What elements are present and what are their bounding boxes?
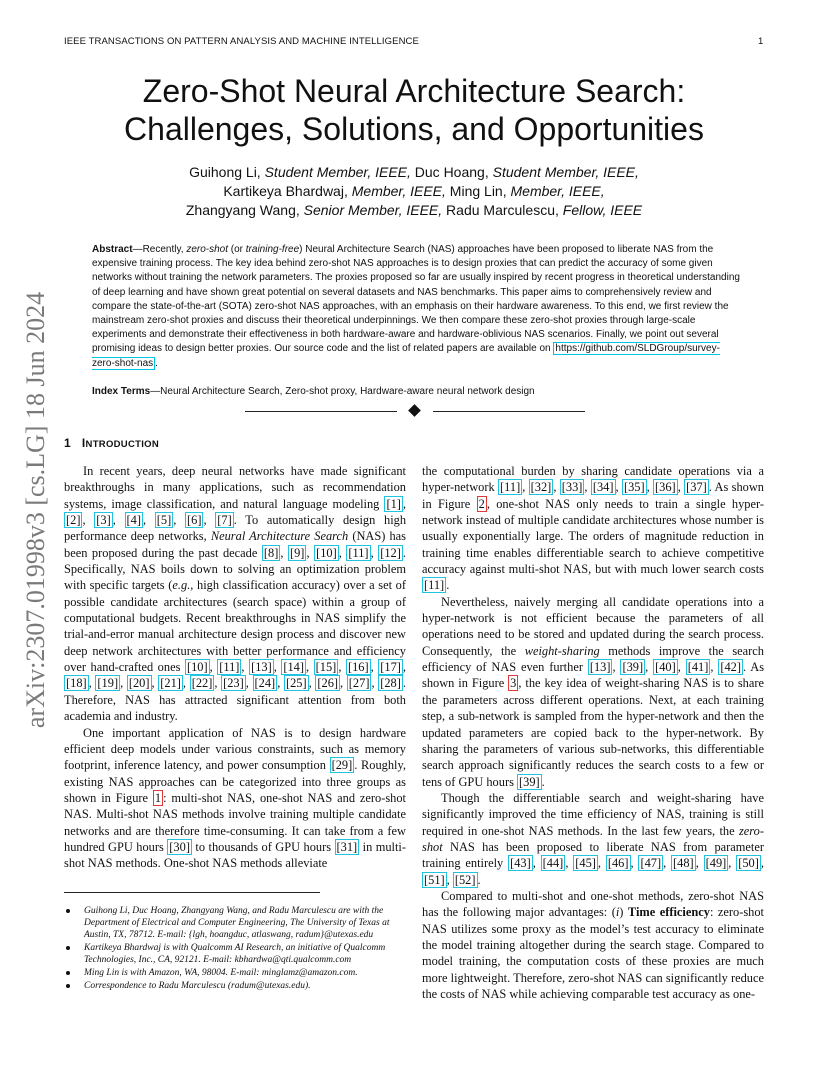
author-role: Student Member, IEEE, (492, 164, 639, 180)
author-name: Radu Marculescu, (442, 202, 563, 218)
citation-link[interactable]: [26] (317, 676, 339, 691)
author-name: Zhangyang Wang, (185, 202, 304, 218)
paragraph: Compared to multi-shot and one-shot methods, zero-shot NAS has the following major advantages: (i) Time efficiency: zero-shot NAS utilizes some proxy as the model’s test accuracy to eliminate the model training altogether during the search stage. Compared to model training, the computation costs of these proxies are much more lightweight. Therefore, zero-shot NAS can significantly reduce the costs of NAS while achieving comparable test accuracy as one- (422, 888, 764, 1001)
citation-link[interactable]: [30] (169, 839, 190, 854)
citation-link[interactable]: [20] (128, 676, 150, 691)
citation-link[interactable]: [11] (348, 545, 369, 560)
author-role: Member, IEEE, (351, 183, 446, 199)
citation-link[interactable]: [33] (561, 480, 583, 495)
citation-link[interactable]: [47] (640, 856, 662, 871)
citation-link[interactable]: [48] (673, 856, 694, 871)
citation-link[interactable]: [41] (687, 660, 709, 675)
bullet-icon (66, 971, 70, 975)
citation-link[interactable]: [11] (424, 578, 445, 593)
arxiv-id: arXiv:2307.01998v3 [cs.LG] 18 Jun 2024 (21, 291, 50, 729)
abstract-text: —Recently, (132, 244, 187, 255)
citation-link[interactable]: [42] (720, 660, 741, 675)
citation-link[interactable]: [31] (336, 839, 358, 854)
running-head: IEEE TRANSACTIONS ON PATTERN ANALYSIS AND MACHINE INTELLIGENCE (64, 36, 419, 47)
citation-link[interactable]: [11] (219, 660, 240, 675)
citation-link[interactable]: [29] (331, 758, 353, 773)
author-name: Kartikeya Bhardwaj, (223, 183, 352, 199)
left-column (64, 463, 406, 872)
citation-link[interactable]: [15] (315, 660, 337, 675)
citation-link[interactable]: [2] (66, 513, 81, 528)
citation-link[interactable]: [50] (738, 856, 759, 871)
citation-link[interactable]: [25] (285, 676, 307, 691)
abstract-text: . (155, 357, 158, 369)
bullet-icon (66, 946, 70, 950)
citation-link[interactable]: [4] (126, 513, 141, 528)
divider-rule (433, 411, 585, 412)
arxiv-stamp (22, 290, 50, 730)
citation-link[interactable]: [40] (655, 660, 676, 675)
footnote-text: Correspondence to Radu Marculescu (radum@utexas.edu). (84, 981, 311, 991)
citation-link[interactable]: [27] (348, 676, 370, 691)
citation-link[interactable]: [19] (97, 676, 119, 691)
paper-title (64, 72, 764, 148)
author-role: Senior Member, IEEE, (303, 202, 443, 218)
paragraph: Nevertheless, naively merging all candidate operations into a hyper-network is not efficient because the parameters of all operations need to be stored and updated during the search process. Consequently, the weight-sharing methods improve the search efficiency of NAS even further [13] , [39] , [40] , [41] , [42] . As shown in Figure 3 , the key idea of weight-sharing NAS is to share the parameters across different operations. Next, at each training step, a sub-network is sampled from the hyper-network and then the updated parameters are copied back to the hyper-network. By sharing the parameters of various sub-networks, this differentiable search approach significantly reduces the search costs to a few or tens of GPU hours [39] . (422, 594, 765, 789)
section-divider (245, 404, 585, 420)
citation-link[interactable]: [12] (380, 545, 401, 560)
section-title-rest: NTRODUCTION (85, 439, 160, 450)
citation-link[interactable]: [16] (347, 660, 369, 675)
citation-link[interactable]: [43] (510, 856, 531, 871)
page-number: 1 (758, 36, 764, 47)
paragraph: One important application of NAS is to design hardware efficient deep models under various constraints, such as memory footprint, inference latency, and power consumption [29] . Roughly, existing NAS approaches can be categorized into three groups as shown in Figure 1 : multi-shot NAS, one-shot NAS and zero-shot NAS. Multi-shot NAS methods involve training multiple candidate networks and are therefore time-consuming. It can take from a few hundred GPU hours [30] to thousands of GPU hours [31] in multi-shot NAS methods. One-shot NAS methods alleviate (64, 725, 407, 871)
citation-link[interactable]: [34] (592, 480, 614, 495)
paragraph: Though the differentiable search and weight-sharing have significantly improved the time efficiency of NAS, training is still required in one-shot NAS methods. In the last few years, the zero-shot NAS has been proposed to liberate NAS from parameter training entirely [43] , [44] , [45] , [46] , [47] , [48] , [49] , [50] , [51] , [52] . (422, 790, 764, 887)
citation-link[interactable]: [52] (454, 872, 476, 887)
citation-link[interactable]: [28] (380, 676, 401, 691)
author-list (64, 163, 764, 220)
citation-link[interactable]: [10] (316, 545, 337, 560)
abstract-text: zero-shot (186, 244, 228, 255)
footnote-text: Kartikeya Bhardwaj is with Qualcomm AI Research, an initiative of Qualcomm Technologies, Inc., CA, 92121. E-mail: kbhardwa@qti.qualcomm.com (84, 943, 386, 965)
footnote-text: Ming Lin is with Amazon, WA, 98004. E-mail: minglamz@amazon.com. (84, 968, 358, 978)
paragraph: In recent years, deep neural networks have made significant breakthroughs in many applications, such as recommendation systems, image classification, and natural language modeling [1] , [2] , [3] , [4] , [5] , [6] , [7] . To automatically design high performance deep networks, Neural Architecture Search (NAS) has been proposed during the past decade [8] , [9] , [10] , [11] , [12] . Specifically, NAS boils down to solving an optimization problem with specific targets (e.g., high classification accuracy) over a set of possible candidate architectures (search space) within a group of computational budgets. Recent breakthroughs in NAS simplify the trial-and-error manual architecture design process and discover new deep network architectures with better performance and efficiency over hand-crafted ones [10] , [11] , [13] , [14] , [15] , [16] , [17] , [18] , [19] , [20] , [21] , [22] , [23] , [24] , [25] , [26] , [27] , [28] . Therefore, NAS has attracted significant attention from both academia and industry. (64, 464, 407, 724)
figure-link[interactable]: 3 (510, 676, 517, 691)
author-role: Member, IEEE, (510, 183, 605, 199)
citation-link[interactable]: [11] (500, 480, 521, 495)
citation-link[interactable]: [45] (575, 856, 596, 871)
citation-link[interactable]: [10] (186, 660, 208, 675)
citation-link[interactable]: [49] (705, 856, 727, 871)
author-name: Guihong Li, (189, 164, 265, 180)
abstract-text: ) Neural Architecture Search (NAS) approaches have been proposed to liberate NAS from the expensive training process. The key idea behind zero-shot NAS approaches is to design proxies that can predict the accuracy of some given networks without training the network parameters. The proxies proposed so far are usually inspired by recent progress in theoretical understanding of deep learning and have shown great potential on several datasets and NAS benchmarks. This paper aims to comprehensively review and compare the state-of-the-art (SOTA) zero-shot NAS approaches, with an emphasis on their hardware awareness. To this end, we first review the mainstream zero-shot proxies and discuss their theoretical underpinnings. We then compare these zero-shot proxies through large-scale experiments and demonstrate their effectiveness in both hardware-aware and hardware-oblivious NAS scenarios. Finally, we point out several promising ideas to design better proxies. Our source code and the list of related papers are available on (92, 244, 740, 355)
citation-link[interactable]: [24] (254, 676, 276, 691)
footnote-text: Guihong Li, Duc Hoang, Zhangyang Wang, and Radu Marculescu are with the Department of Electrical and Computer Engineering, The University of Texas at Austin, TX, 78712. E-mail: {lgh, hoangduc, atlaswang, radum}@utexas.edu (84, 906, 390, 940)
right-column (422, 463, 764, 1002)
abstract-text: (or (228, 244, 246, 255)
citation-link[interactable]: [21] (160, 676, 181, 691)
footnote (64, 980, 408, 992)
section-number: 1 (64, 436, 71, 450)
index-terms (92, 385, 740, 399)
citation-link[interactable]: [18] (66, 676, 87, 691)
bullet-icon (66, 909, 70, 913)
abstract (92, 243, 740, 371)
citation-link[interactable]: [36] (655, 480, 676, 495)
index-terms-text: —Neural Architecture Search, Zero-shot proxy, Hardware-aware neural network design (150, 386, 535, 397)
bullet-icon (66, 984, 70, 988)
citation-link[interactable]: [13] (589, 660, 611, 675)
citation-link[interactable]: [39] (519, 774, 540, 789)
index-terms-label: Index Terms (92, 386, 151, 397)
citation-link[interactable]: [51] (424, 872, 445, 887)
citation-link[interactable]: [44] (542, 856, 564, 871)
figure-link[interactable]: 2 (478, 496, 485, 511)
citation-link[interactable]: [37] (686, 480, 707, 495)
citation-link[interactable]: [39] (622, 660, 644, 675)
citation-link[interactable]: [17] (380, 660, 401, 675)
diamond-icon (408, 404, 421, 417)
footnote (64, 905, 408, 941)
divider-rule (245, 411, 397, 412)
abstract-text: training-free (245, 244, 300, 255)
figure-link[interactable]: 1 (154, 790, 162, 805)
citation-link[interactable]: [22] (191, 676, 213, 691)
citation-link[interactable]: [6] (187, 513, 202, 528)
citation-link[interactable]: [9] (289, 545, 305, 560)
citation-link[interactable]: [5] (156, 513, 172, 528)
title-line-1: Zero-Shot Neural Architecture Search: (142, 73, 686, 109)
footnote (64, 942, 408, 966)
citation-link[interactable]: [23] (223, 676, 244, 691)
citation-link[interactable]: [14] (283, 660, 305, 675)
author-role: Student Member, IEEE, (264, 164, 411, 180)
footnotes (64, 905, 408, 993)
source-code-link[interactable]: https://github.com/SLDGroup/survey-zero-shot-nas (92, 343, 720, 369)
section-title (82, 436, 159, 450)
title-line-2: Challenges, Solutions, and Opportunities (124, 111, 704, 147)
citation-link[interactable]: [1] (386, 496, 401, 511)
citation-link[interactable]: [3] (96, 513, 111, 528)
footnote-rule (64, 892, 320, 893)
citation-link[interactable]: [7] (217, 513, 232, 528)
paragraph: the computational burden by sharing candidate operations via a hyper-network [11] , [32] , [33] , [34] , [35] , [36] , [37] . As shown in Figure 2 , one-shot NAS only needs to train a single hyper-network instead of multiple candidate architectures whose number is usually exponentially large. The orders of magnitude reduction in training time enables differentiable search to achieve competitive accuracy against multi-shot NAS, but with much lower search costs [11] . (422, 464, 764, 593)
footnote (64, 967, 408, 979)
author-name: Duc Hoang, (410, 164, 493, 180)
section-title-initial: I (81, 436, 86, 450)
citation-link[interactable]: [35] (623, 480, 645, 495)
citation-link[interactable]: [8] (263, 545, 279, 560)
citation-link[interactable]: [46] (607, 856, 629, 871)
author-name: Ming Lin, (445, 183, 511, 199)
citation-link[interactable]: [13] (251, 660, 272, 675)
citation-link[interactable]: [32] (530, 480, 552, 495)
author-role: Fellow, IEEE (562, 202, 643, 218)
section-heading (64, 436, 159, 450)
abstract-label: Abstract (92, 244, 133, 255)
